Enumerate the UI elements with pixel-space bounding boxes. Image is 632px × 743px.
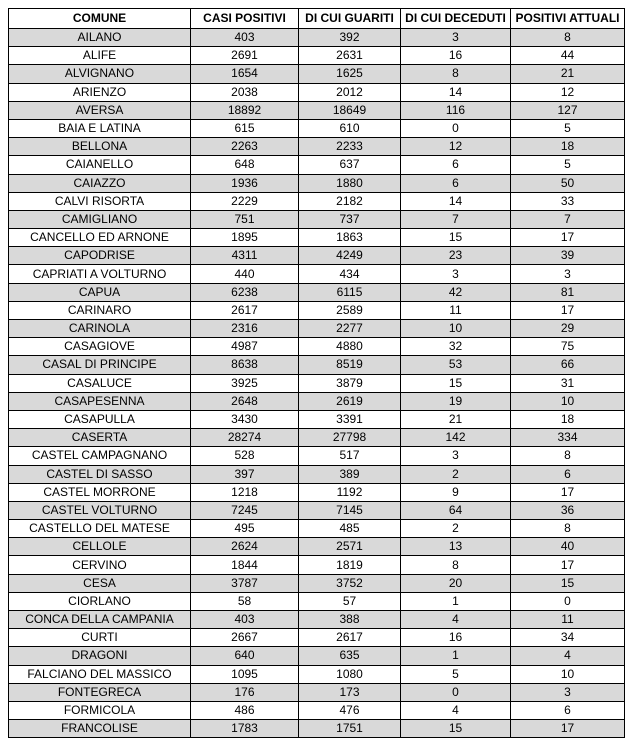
cell-casi-positivi[interactable]: 495: [191, 520, 299, 538]
cell-casi-positivi[interactable]: 1936: [191, 174, 299, 192]
table-row: [9, 429, 625, 447]
table-row: [9, 65, 625, 83]
cell-guariti[interactable]: 2589: [299, 301, 401, 319]
table-row: [9, 229, 625, 247]
cell-casi-positivi[interactable]: 528: [191, 447, 299, 465]
cell-positivi-attuali[interactable]: 15: [511, 574, 625, 592]
cell-comune[interactable]: CARINARO: [9, 301, 191, 319]
cell-deceduti[interactable]: 1: [401, 647, 511, 665]
table-row: [9, 210, 625, 228]
header-casi-positivi[interactable]: CASI POSITIVI: [191, 9, 299, 29]
cell-guariti[interactable]: 610: [299, 119, 401, 137]
table-row: [9, 29, 625, 47]
cell-positivi-attuali[interactable]: 17: [511, 556, 625, 574]
cell-deceduti[interactable]: 2: [401, 465, 511, 483]
cell-comune[interactable]: FONTEGRECA: [9, 683, 191, 701]
cell-positivi-attuali[interactable]: 3: [511, 265, 625, 283]
cell-casi-positivi[interactable]: 3430: [191, 410, 299, 428]
cell-casi-positivi[interactable]: 2648: [191, 392, 299, 410]
cell-casi-positivi[interactable]: 28274: [191, 429, 299, 447]
cell-positivi-attuali[interactable]: 29: [511, 320, 625, 338]
cell-positivi-attuali[interactable]: 6: [511, 701, 625, 719]
cell-deceduti[interactable]: 23: [401, 247, 511, 265]
cell-guariti[interactable]: 635: [299, 647, 401, 665]
cell-comune[interactable]: ARIENZO: [9, 83, 191, 101]
cell-casi-positivi[interactable]: 440: [191, 265, 299, 283]
cell-comune[interactable]: CURTI: [9, 629, 191, 647]
table-row: [9, 47, 625, 65]
cell-positivi-attuali[interactable]: 39: [511, 247, 625, 265]
table-row: [9, 629, 625, 647]
cell-deceduti[interactable]: 42: [401, 283, 511, 301]
cell-guariti[interactable]: 2619: [299, 392, 401, 410]
cell-deceduti[interactable]: 3: [401, 265, 511, 283]
cell-casi-positivi[interactable]: 1844: [191, 556, 299, 574]
cell-deceduti[interactable]: 14: [401, 192, 511, 210]
cell-comune[interactable]: CASAL DI PRINCIPE: [9, 356, 191, 374]
cell-casi-positivi[interactable]: 403: [191, 611, 299, 629]
cell-casi-positivi[interactable]: 176: [191, 683, 299, 701]
cell-guariti[interactable]: 2012: [299, 83, 401, 101]
cell-positivi-attuali[interactable]: 31: [511, 374, 625, 392]
table-row: [9, 338, 625, 356]
cell-comune[interactable]: DRAGONI: [9, 647, 191, 665]
header-comune[interactable]: COMUNE: [9, 9, 191, 29]
table-row: [9, 301, 625, 319]
cell-positivi-attuali[interactable]: 5: [511, 156, 625, 174]
cell-deceduti[interactable]: 8: [401, 556, 511, 574]
cell-guariti[interactable]: 434: [299, 265, 401, 283]
cell-deceduti[interactable]: 9: [401, 483, 511, 501]
cell-casi-positivi[interactable]: 1895: [191, 229, 299, 247]
cell-positivi-attuali[interactable]: 3: [511, 683, 625, 701]
cell-casi-positivi[interactable]: 2624: [191, 538, 299, 556]
cell-positivi-attuali[interactable]: 8: [511, 520, 625, 538]
cell-comune[interactable]: CERVINO: [9, 556, 191, 574]
cell-comune[interactable]: CAPUA: [9, 283, 191, 301]
cell-guariti[interactable]: 3879: [299, 374, 401, 392]
cell-deceduti[interactable]: 0: [401, 119, 511, 137]
cell-guariti[interactable]: 6115: [299, 283, 401, 301]
cell-casi-positivi[interactable]: 1095: [191, 665, 299, 683]
cell-positivi-attuali[interactable]: 8: [511, 447, 625, 465]
cell-casi-positivi[interactable]: 2691: [191, 47, 299, 65]
cell-positivi-attuali[interactable]: 44: [511, 47, 625, 65]
cell-deceduti[interactable]: 6: [401, 156, 511, 174]
table-row: [9, 611, 625, 629]
cell-deceduti[interactable]: 32: [401, 338, 511, 356]
cell-positivi-attuali[interactable]: 18: [511, 410, 625, 428]
cell-positivi-attuali[interactable]: 7: [511, 210, 625, 228]
cell-guariti[interactable]: 392: [299, 29, 401, 47]
cell-positivi-attuali[interactable]: 36: [511, 501, 625, 519]
cell-comune[interactable]: CASTEL CAMPAGNANO: [9, 447, 191, 465]
cell-guariti[interactable]: 2182: [299, 192, 401, 210]
table-row: [9, 501, 625, 519]
cell-guariti[interactable]: 173: [299, 683, 401, 701]
cell-comune[interactable]: CASTEL VOLTURNO: [9, 501, 191, 519]
table-row: [9, 701, 625, 719]
cell-guariti[interactable]: 1819: [299, 556, 401, 574]
cell-casi-positivi[interactable]: 615: [191, 119, 299, 137]
cell-deceduti[interactable]: 21: [401, 410, 511, 428]
cell-deceduti[interactable]: 2: [401, 520, 511, 538]
cell-positivi-attuali[interactable]: 66: [511, 356, 625, 374]
table-row: [9, 392, 625, 410]
cell-deceduti[interactable]: 8: [401, 65, 511, 83]
cell-deceduti[interactable]: 64: [401, 501, 511, 519]
cell-guariti[interactable]: 4249: [299, 247, 401, 265]
cell-positivi-attuali[interactable]: 6: [511, 465, 625, 483]
cell-guariti[interactable]: 2631: [299, 47, 401, 65]
cell-comune[interactable]: ALVIGNANO: [9, 65, 191, 83]
table-row: [9, 320, 625, 338]
cell-guariti[interactable]: 27798: [299, 429, 401, 447]
table-row: [9, 592, 625, 610]
cell-positivi-attuali[interactable]: 75: [511, 338, 625, 356]
cell-casi-positivi[interactable]: 397: [191, 465, 299, 483]
table-row: [9, 538, 625, 556]
cell-comune[interactable]: FORMICOLA: [9, 701, 191, 719]
cell-deceduti[interactable]: 0: [401, 683, 511, 701]
table-row: [9, 465, 625, 483]
cell-deceduti[interactable]: 142: [401, 429, 511, 447]
cell-guariti[interactable]: 2277: [299, 320, 401, 338]
cell-positivi-attuali[interactable]: 40: [511, 538, 625, 556]
cell-deceduti[interactable]: 7: [401, 210, 511, 228]
header-di-cui-guariti[interactable]: DI CUI GUARITI: [299, 9, 401, 29]
cell-casi-positivi[interactable]: 18892: [191, 101, 299, 119]
cell-casi-positivi[interactable]: 403: [191, 29, 299, 47]
cell-casi-positivi[interactable]: 58: [191, 592, 299, 610]
spreadsheet-sheet: [8, 8, 625, 738]
cell-casi-positivi[interactable]: 640: [191, 647, 299, 665]
cell-deceduti[interactable]: 3: [401, 447, 511, 465]
table-row: [9, 265, 625, 283]
table-row: [9, 720, 625, 738]
cell-positivi-attuali[interactable]: 11: [511, 611, 625, 629]
cell-guariti[interactable]: 737: [299, 210, 401, 228]
cell-deceduti[interactable]: 3: [401, 29, 511, 47]
cell-comune[interactable]: CONCA DELLA CAMPANIA: [9, 611, 191, 629]
header-di-cui-deceduti[interactable]: DI CUI DECEDUTI: [401, 9, 511, 29]
cell-guariti[interactable]: 7145: [299, 501, 401, 519]
table-row: [9, 83, 625, 101]
cell-casi-positivi[interactable]: 7245: [191, 501, 299, 519]
cell-comune[interactable]: FALCIANO DEL MASSICO: [9, 665, 191, 683]
table-body: [9, 29, 625, 738]
cell-guariti[interactable]: 1751: [299, 720, 401, 738]
cell-casi-positivi[interactable]: 486: [191, 701, 299, 719]
cell-deceduti[interactable]: 1: [401, 592, 511, 610]
cell-comune[interactable]: BELLONA: [9, 138, 191, 156]
cell-deceduti[interactable]: 5: [401, 665, 511, 683]
cell-positivi-attuali[interactable]: 4: [511, 647, 625, 665]
cell-comune[interactable]: CAIAZZO: [9, 174, 191, 192]
cell-deceduti[interactable]: 11: [401, 301, 511, 319]
cell-positivi-attuali[interactable]: 334: [511, 429, 625, 447]
cell-guariti[interactable]: 389: [299, 465, 401, 483]
cell-deceduti[interactable]: 13: [401, 538, 511, 556]
table-row: [9, 410, 625, 428]
cell-deceduti[interactable]: 10: [401, 320, 511, 338]
table-row: [9, 138, 625, 156]
table-row: [9, 283, 625, 301]
cell-guariti[interactable]: 8519: [299, 356, 401, 374]
cell-positivi-attuali[interactable]: 81: [511, 283, 625, 301]
table-row: [9, 174, 625, 192]
cell-deceduti[interactable]: 15: [401, 374, 511, 392]
cell-guariti[interactable]: 637: [299, 156, 401, 174]
cell-casi-positivi[interactable]: 4311: [191, 247, 299, 265]
cell-casi-positivi[interactable]: 1654: [191, 65, 299, 83]
table-header-row: [9, 9, 625, 29]
cell-positivi-attuali[interactable]: 18: [511, 138, 625, 156]
cell-casi-positivi[interactable]: 2229: [191, 192, 299, 210]
header-positivi-attuali[interactable]: POSITIVI ATTUALI: [511, 9, 625, 29]
table-row: [9, 665, 625, 683]
table-row: [9, 192, 625, 210]
cell-positivi-attuali[interactable]: 10: [511, 665, 625, 683]
cell-positivi-attuali[interactable]: 17: [511, 301, 625, 319]
cell-positivi-attuali[interactable]: 21: [511, 65, 625, 83]
cell-comune[interactable]: CASTELLO DEL MATESE: [9, 520, 191, 538]
cell-casi-positivi[interactable]: 648: [191, 156, 299, 174]
cell-positivi-attuali[interactable]: 10: [511, 392, 625, 410]
cell-guariti[interactable]: 388: [299, 611, 401, 629]
table-row: [9, 483, 625, 501]
table-row: [9, 119, 625, 137]
cell-casi-positivi[interactable]: 1783: [191, 720, 299, 738]
cell-positivi-attuali[interactable]: 5: [511, 119, 625, 137]
cell-positivi-attuali[interactable]: 50: [511, 174, 625, 192]
cell-deceduti[interactable]: 12: [401, 138, 511, 156]
cell-guariti[interactable]: 1192: [299, 483, 401, 501]
cell-comune[interactable]: CASAGIOVE: [9, 338, 191, 356]
cell-positivi-attuali[interactable]: 17: [511, 229, 625, 247]
cell-guariti[interactable]: 517: [299, 447, 401, 465]
cell-positivi-attuali[interactable]: 127: [511, 101, 625, 119]
cell-guariti[interactable]: 1863: [299, 229, 401, 247]
cell-guariti[interactable]: 2571: [299, 538, 401, 556]
cell-comune[interactable]: CASTEL DI SASSO: [9, 465, 191, 483]
cell-comune[interactable]: CESA: [9, 574, 191, 592]
cell-positivi-attuali[interactable]: 33: [511, 192, 625, 210]
cell-guariti[interactable]: 1080: [299, 665, 401, 683]
cell-comune[interactable]: FRANCOLISE: [9, 720, 191, 738]
cell-guariti[interactable]: 4880: [299, 338, 401, 356]
table-row: [9, 101, 625, 119]
cell-casi-positivi[interactable]: 2617: [191, 301, 299, 319]
cell-guariti[interactable]: 1880: [299, 174, 401, 192]
cell-comune[interactable]: CASALUCE: [9, 374, 191, 392]
cell-casi-positivi[interactable]: 1218: [191, 483, 299, 501]
table-row: [9, 647, 625, 665]
cell-deceduti[interactable]: 53: [401, 356, 511, 374]
table-row: [9, 447, 625, 465]
cell-comune[interactable]: CELLOLE: [9, 538, 191, 556]
table-row: [9, 683, 625, 701]
cell-comune[interactable]: CALVI RISORTA: [9, 192, 191, 210]
cell-deceduti[interactable]: 14: [401, 83, 511, 101]
cell-guariti[interactable]: 18649: [299, 101, 401, 119]
table-row: [9, 247, 625, 265]
cell-deceduti[interactable]: 16: [401, 47, 511, 65]
cell-deceduti[interactable]: 6: [401, 174, 511, 192]
cell-comune[interactable]: CIORLANO: [9, 592, 191, 610]
cell-positivi-attuali[interactable]: 34: [511, 629, 625, 647]
cell-guariti[interactable]: 1625: [299, 65, 401, 83]
cell-casi-positivi[interactable]: 3787: [191, 574, 299, 592]
cell-casi-positivi[interactable]: 2667: [191, 629, 299, 647]
cell-casi-positivi[interactable]: 2038: [191, 83, 299, 101]
table-row: [9, 356, 625, 374]
cell-comune[interactable]: CARINOLA: [9, 320, 191, 338]
cell-casi-positivi[interactable]: 4987: [191, 338, 299, 356]
cell-comune[interactable]: CASERTA: [9, 429, 191, 447]
cell-guariti[interactable]: 57: [299, 592, 401, 610]
cell-comune[interactable]: BAIA E LATINA: [9, 119, 191, 137]
cell-comune[interactable]: CASTEL MORRONE: [9, 483, 191, 501]
table-row: [9, 374, 625, 392]
cell-positivi-attuali[interactable]: 17: [511, 483, 625, 501]
table-row: [9, 574, 625, 592]
cell-casi-positivi[interactable]: 2263: [191, 138, 299, 156]
cell-deceduti[interactable]: 15: [401, 229, 511, 247]
cell-guariti[interactable]: 3752: [299, 574, 401, 592]
cell-deceduti[interactable]: 20: [401, 574, 511, 592]
cell-comune[interactable]: CASAPULLA: [9, 410, 191, 428]
cell-comune[interactable]: CANCELLO ED ARNONE: [9, 229, 191, 247]
cell-casi-positivi[interactable]: 6238: [191, 283, 299, 301]
cell-comune[interactable]: CASAPESENNA: [9, 392, 191, 410]
cell-deceduti[interactable]: 116: [401, 101, 511, 119]
cell-guariti[interactable]: 2233: [299, 138, 401, 156]
cell-deceduti[interactable]: 19: [401, 392, 511, 410]
cell-deceduti[interactable]: 16: [401, 629, 511, 647]
covid-cases-table: [8, 8, 625, 738]
table-row: [9, 156, 625, 174]
cell-guariti[interactable]: 476: [299, 701, 401, 719]
cell-deceduti[interactable]: 4: [401, 611, 511, 629]
cell-casi-positivi[interactable]: 8638: [191, 356, 299, 374]
cell-comune[interactable]: CAMIGLIANO: [9, 210, 191, 228]
cell-casi-positivi[interactable]: 751: [191, 210, 299, 228]
cell-comune[interactable]: CAPRIATI A VOLTURNO: [9, 265, 191, 283]
cell-deceduti[interactable]: 4: [401, 701, 511, 719]
cell-positivi-attuali[interactable]: 17: [511, 720, 625, 738]
cell-comune[interactable]: AVERSA: [9, 101, 191, 119]
table-row: [9, 556, 625, 574]
cell-comune[interactable]: AILANO: [9, 29, 191, 47]
cell-positivi-attuali[interactable]: 0: [511, 592, 625, 610]
cell-guariti[interactable]: 3391: [299, 410, 401, 428]
cell-comune[interactable]: CAIANELLO: [9, 156, 191, 174]
cell-comune[interactable]: CAPODRISE: [9, 247, 191, 265]
cell-casi-positivi[interactable]: 2316: [191, 320, 299, 338]
cell-guariti[interactable]: 2617: [299, 629, 401, 647]
cell-guariti[interactable]: 485: [299, 520, 401, 538]
cell-deceduti[interactable]: 15: [401, 720, 511, 738]
cell-positivi-attuali[interactable]: 12: [511, 83, 625, 101]
cell-casi-positivi[interactable]: 3925: [191, 374, 299, 392]
cell-positivi-attuali[interactable]: 8: [511, 29, 625, 47]
cell-comune[interactable]: ALIFE: [9, 47, 191, 65]
table-row: [9, 520, 625, 538]
